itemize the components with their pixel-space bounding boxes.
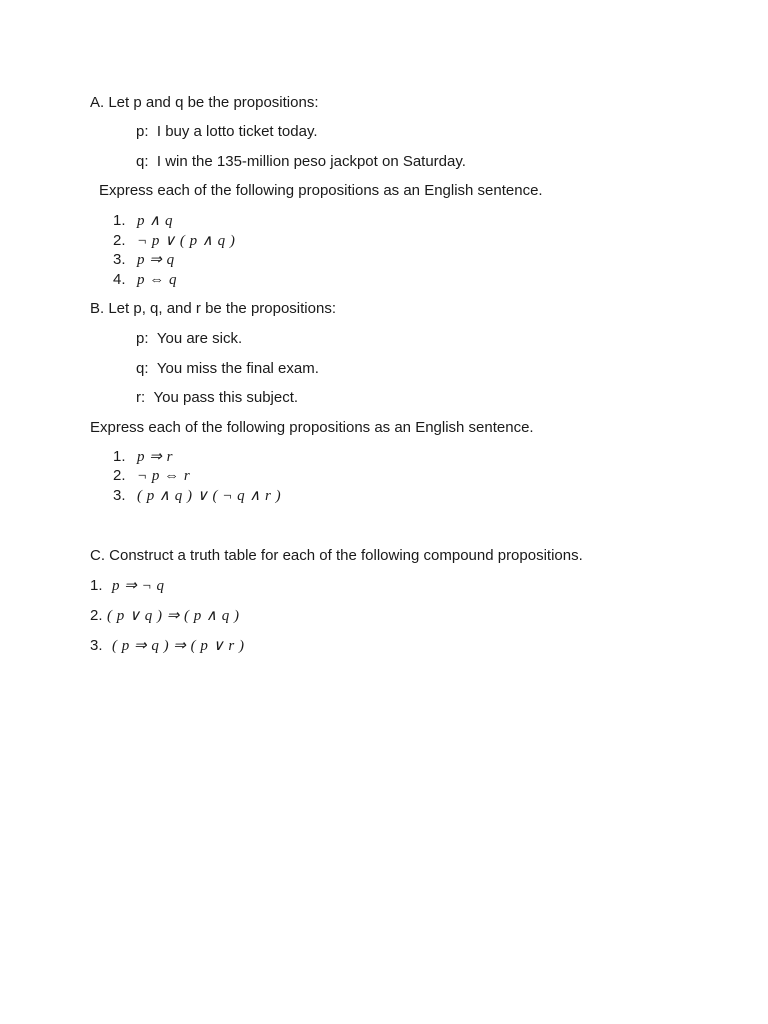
item-expression: p ∧ q (137, 213, 173, 229)
item-expression: p ⇒ r (137, 449, 173, 465)
section-a-item-4 (113, 271, 177, 289)
item-number: 1. (113, 212, 126, 229)
prop-label: q: (136, 360, 149, 377)
section-a-prop-p (136, 123, 318, 141)
section-a-item-2 (113, 232, 235, 250)
item-number: 2. (113, 232, 126, 249)
section-c-item-3 (90, 637, 244, 655)
item-expression: p ⇒ ¬ q (112, 578, 165, 594)
section-c-item-2 (90, 607, 240, 625)
section-b-item-3 (113, 487, 281, 505)
prop-label: p: (136, 330, 149, 347)
section-a-prop-q (136, 153, 466, 171)
prop-label: p: (136, 123, 149, 140)
prop-text: You pass this subject. (153, 389, 299, 406)
item-number: 2. (90, 607, 103, 624)
section-b-item-2 (113, 467, 190, 485)
section-c-item-1 (90, 577, 164, 595)
prop-text: You are sick. (156, 330, 243, 347)
section-a-item-3 (113, 251, 175, 269)
item-expression: p ⇒ q (137, 252, 175, 268)
item-expression: p ⇔ q (137, 272, 177, 288)
item-number: 1. (90, 577, 103, 594)
section-a-item-1 (113, 212, 173, 230)
item-expression: ( p ⇒ q ) ⇒ ( p ∨ r ) (112, 638, 245, 654)
item-expression: ( p ∧ q ) ∨ ( ¬ q ∧ r ) (137, 488, 282, 504)
section-b-item-1 (113, 448, 173, 466)
section-a-instruction: Express each of the following propositions as an English sentence. (99, 182, 543, 199)
section-b-prop-r (136, 389, 298, 407)
section-b-heading: B. Let p, q, and r be the propositions: (90, 300, 336, 317)
item-number: 3. (113, 251, 126, 268)
item-number: 3. (113, 487, 126, 504)
item-expression: ¬ p ⇔ r (137, 468, 191, 484)
prop-label: r: (136, 389, 146, 406)
section-b-prop-q (136, 360, 319, 378)
section-b-prop-p (136, 330, 242, 348)
item-number: 2. (113, 467, 126, 484)
item-number: 4. (113, 271, 126, 288)
prop-text: You miss the final exam. (156, 360, 319, 377)
section-c-heading: C. Construct a truth table for each of the following compound propositions. (90, 547, 583, 564)
section-b-instruction: Express each of the following propositions as an English sentence. (90, 419, 534, 436)
item-expression: ¬ p ∨ ( p ∧ q ) (137, 233, 236, 249)
section-a-heading: A. Let p and q be the propositions: (90, 94, 319, 111)
item-number: 3. (90, 637, 103, 654)
prop-label: q: (136, 153, 149, 170)
item-number: 1. (113, 448, 126, 465)
prop-text: I buy a lotto ticket today. (156, 123, 318, 140)
item-expression: ( p ∨ q ) ⇒ ( p ∧ q ) (107, 608, 240, 624)
prop-text: I win the 135-million peso jackpot on Saturday. (156, 153, 466, 170)
